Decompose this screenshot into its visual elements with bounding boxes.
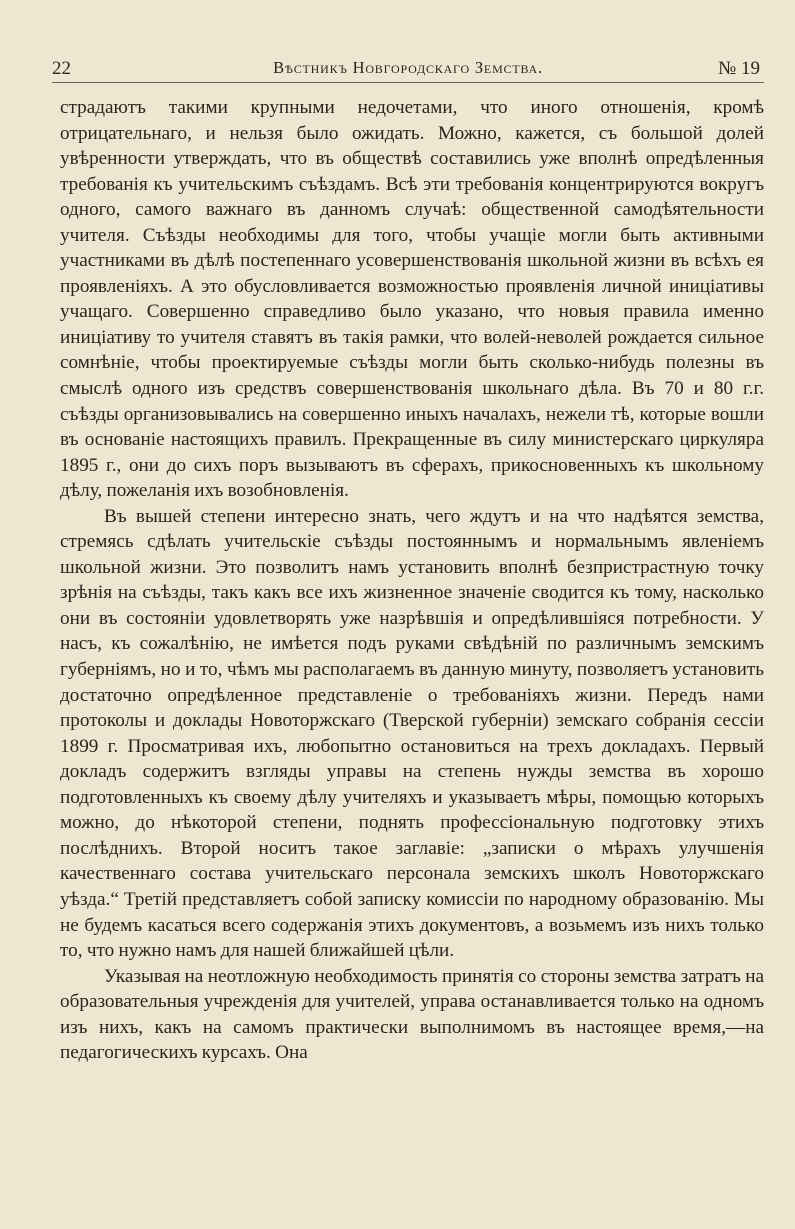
issue-number: № 19 bbox=[718, 58, 760, 79]
article-body bbox=[60, 95, 764, 1066]
journal-title: Вѣстникъ Новгородскаго Земства. bbox=[273, 58, 543, 77]
paragraph: Указывая на неотложную необходимость принятія со стороны земства затратъ на образовательныя учрежденія для учителей, управа останавливается только на одномъ изъ нихъ, какъ на самомъ практически выполнимомъ въ настоящее время,—на педагогическихъ курсахъ. Она bbox=[60, 965, 764, 1064]
running-header bbox=[52, 56, 764, 83]
paragraph: страдаютъ такими крупными недочетами, что иного отношенія, кромѣ отрицательнаго, и нельзя было ожидать. Можно, кажется, съ большой долей увѣренности утверждать, что въ обществѣ составились уже вполнѣ опредѣленныя требованія къ учительскимъ съѣздамъ. Всѣ эти требованія концентрируются вокругъ одного, самого важнаго въ данномъ случаѣ: общественной самодѣятельности учителя. Съѣзды необходимы для того, чтобы учащіе могли быть активными участниками въ дѣлѣ постепеннаго усовершенствованія школьной жизни въ всѣхъ ея проявленіяхъ. А это обусловливается возможностью проявленія личной иниціативы учащаго. Совершенно справедливо было указано, что новыя правила именно иниціативу то учителя ставятъ въ такія рамки, что волей-неволей рождается сильное сомнѣніе, чтобы проектируемые съѣзды могли быть сколько-нибудь полезны въ смыслѣ одного изъ средствъ совершенствованія школьнаго дѣла. Въ 70 и 80 г.г. съѣзды организовывались на совершенно иныхъ началахъ, нежели тѣ, которые вошли въ основаніе настоящихъ правилъ. Прекращенные въ силу министерскаго циркуляра 1895 г., они до сихъ поръ вызываютъ въ сферахъ, прикосновенныхъ къ школьному дѣлу, пожеланія ихъ возобновленія. bbox=[60, 97, 764, 502]
paragraph: Въ вышей степени интересно знать, чего ждутъ и на что надѣятся земства, стремясь сдѣлать учительскіе съѣзды постояннымъ и нормальнымъ явленіемъ школьной жизни. Это позволитъ намъ установить вполнѣ безпристрастную точку зрѣнія на съѣзды, такъ какъ все ихъ жизненное значеніе сводится къ тому, насколько они въ состояніи удовлетворять уже назрѣвшія и опредѣлившіяся потребности. У насъ, къ сожалѣнію, не имѣется подъ руками свѣдѣній по различнымъ земскимъ губерніямъ, но и то, чѣмъ мы располагаемъ въ данную минуту, позволяетъ установить достаточно опредѣленное представленіе о требованіяхъ жизни. Передъ нами протоколы и доклады Новоторжскаго (Тверской губерніи) земскаго собранія сессіи 1899 г. Просматривая ихъ, любопытно остановиться на трехъ докладахъ. Первый докладъ содержитъ взгляды управы на степень нужды земства въ хорошо подготовленныхъ къ своему дѣлу учителяхъ и указываетъ мѣры, помощью которыхъ можно, до нѣкоторой степени, поднять профессіональную подготовку этихъ послѣднихъ. Второй носитъ такое заглавіе: „записки о мѣрахъ улучшенія качественнаго состава учительскаго персонала земскихъ школъ Новоторжскаго уѣзда.“ Третій представляетъ собой записку комиссіи по народному образованію. Мы не будемъ касаться всего содержанія этихъ документовъ, а возьмемъ изъ нихъ только то, что нужно намъ для нашей ближайшей цѣли. bbox=[60, 505, 764, 962]
page-number: 22 bbox=[52, 58, 71, 79]
